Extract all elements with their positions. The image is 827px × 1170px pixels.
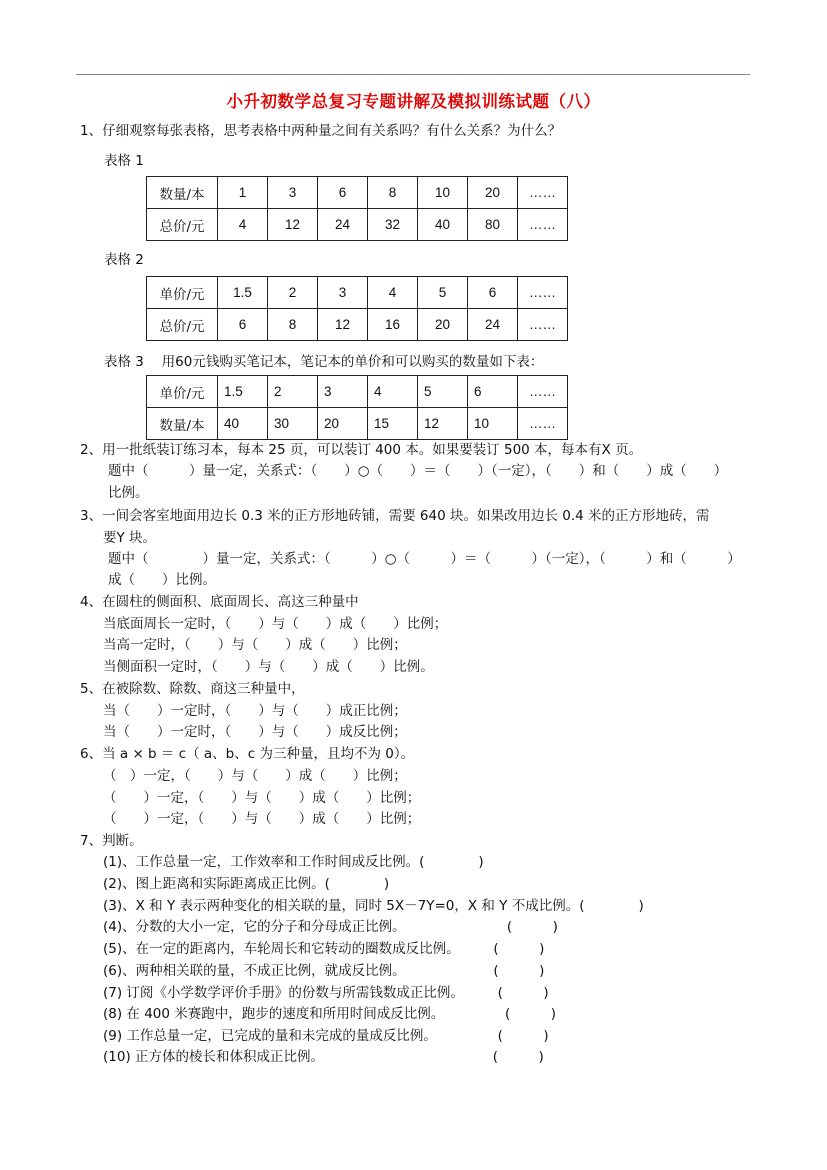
table-cell: 1.5 <box>218 277 268 309</box>
table-cell: 4 <box>368 277 418 309</box>
q5-line-1: 5、在被除数、除数、商这三种量中， <box>80 681 305 697</box>
table-cell: 24 <box>468 309 518 341</box>
row-header: 数量/本 <box>147 408 218 440</box>
table-cell: 6 <box>218 309 268 341</box>
judgment-item: (8) 在 400 米赛跑中，跑步的速度和所用时间成反比例。 ( ) <box>103 1006 557 1022</box>
judgment-item: (1)、工作总量一定，工作效率和工作时间成反比例。( ) <box>103 854 484 870</box>
q2-line-2: 题中（ ）量一定，关系式：（ ）○（ ）＝（ ）（一定），（ ）和（ ）成（ ） <box>108 463 728 479</box>
judgment-item: (3)、X 和 Y 表示两种变化的相关联的量，同时 5X－7Y=0，X 和 Y 不成比例。( ) <box>103 898 644 914</box>
table2-label: 表格 2 <box>104 252 144 268</box>
q6-line-2: （ ）一定，（ ）与（ ）成（ ）比例； <box>103 768 407 784</box>
table-cell: …… <box>518 177 568 209</box>
table-cell: 8 <box>368 177 418 209</box>
judgment-item: (10) 正方体的棱长和体积成正比例。 ( ) <box>103 1049 544 1065</box>
table-cell: 12 <box>318 309 368 341</box>
table3-label: 表格 3 用60元钱购买笔记本，笔记本的单价和可以购买的数量如下表： <box>104 354 544 370</box>
table-cell: 4 <box>368 376 418 408</box>
table-cell: 1.5 <box>218 376 268 408</box>
q5-line-2: 当（ ）一定时，（ ）与（ ）成正比例； <box>103 703 407 719</box>
table-cell: 2 <box>268 277 318 309</box>
table-cell: …… <box>518 309 568 341</box>
judgment-item: (2)、图上距离和实际距离成正比例。( ) <box>103 876 390 892</box>
table-cell: 20 <box>468 177 518 209</box>
table-cell: 8 <box>268 309 318 341</box>
table-cell: 2 <box>268 376 318 408</box>
table-1 <box>146 176 568 241</box>
table-cell: 3 <box>318 376 368 408</box>
table-cell: 32 <box>368 209 418 241</box>
judgment-item: (9) 工作总量一定，已完成的量和未完成的量成反比例。 ( ) <box>103 1028 549 1044</box>
table-cell: 5 <box>418 277 468 309</box>
q6-line-4: （ ）一定，（ ）与（ ）成（ ）比例； <box>103 811 421 827</box>
q3-line-4: 成（ ）比例。 <box>108 572 216 588</box>
table-row <box>147 408 568 440</box>
table-cell: 4 <box>218 209 268 241</box>
table-cell: 24 <box>318 209 368 241</box>
table-cell: 80 <box>468 209 518 241</box>
table-cell: 10 <box>418 177 468 209</box>
row-header: 总价/元 <box>147 309 218 341</box>
row-header: 单价/元 <box>147 277 218 309</box>
table-cell: 20 <box>318 408 368 440</box>
q4-line-3: 当高一定时，（ ）与（ ）成（ ）比例； <box>103 637 407 653</box>
row-header: 单价/元 <box>147 376 218 408</box>
q4-line-4: 当侧面积一定时，（ ）与（ ）成（ ）比例。 <box>103 659 434 675</box>
q7-heading: 7、判断。 <box>80 833 143 849</box>
q1-text: 1、仔细观察每张表格，思考表格中两种量之间有关系吗？有什么关系？为什么？ <box>80 123 562 139</box>
table-cell: …… <box>518 209 568 241</box>
table-row <box>147 309 568 341</box>
table-cell: 12 <box>268 209 318 241</box>
table-row <box>147 209 568 241</box>
judgment-item: (7) 订阅《小学数学评价手册》的份数与所需钱数成正比例。 ( ) <box>103 985 549 1001</box>
q5-line-3: 当（ ）一定时，（ ）与（ ）成反比例； <box>103 724 407 740</box>
table-cell: 3 <box>268 177 318 209</box>
table-cell: 3 <box>318 277 368 309</box>
table-cell: 16 <box>368 309 418 341</box>
q3-line-3: 题中（ ）量一定，关系式：（ ）○（ ）＝（ ）（一定），（ ）和（ ） <box>108 551 741 567</box>
table-cell: 6 <box>468 277 518 309</box>
q3-line-2: 要Y 块。 <box>103 530 157 546</box>
judgment-item: (6)、两种相关联的量，不成正比例，就成反比例。 ( ) <box>103 963 545 979</box>
table-2 <box>146 276 568 341</box>
table-cell: 6 <box>318 177 368 209</box>
q4-line-2: 当底面周长一定时，（ ）与（ ）成（ ）比例； <box>103 616 448 632</box>
q2-line-3: 比例。 <box>108 485 149 501</box>
table-cell: 20 <box>418 309 468 341</box>
table-3 <box>146 375 568 440</box>
table-cell: …… <box>518 277 568 309</box>
q6-line-3: （ ）一定，（ ）与（ ）成（ ）比例； <box>103 790 421 806</box>
q4-line-1: 4、在圆柱的侧面积、底面周长、高这三种量中 <box>80 594 359 610</box>
table-cell: 12 <box>418 408 468 440</box>
table-cell: 40 <box>418 209 468 241</box>
q6-line-1: 6、当 a × b ＝ c（ a、b、c 为三种量，且均不为 0）。 <box>80 746 415 762</box>
table-cell: 6 <box>468 376 518 408</box>
table-cell: …… <box>518 408 568 440</box>
table-cell: …… <box>518 376 568 408</box>
table-cell: 40 <box>218 408 268 440</box>
row-header: 数量/本 <box>147 177 218 209</box>
table-row <box>147 376 568 408</box>
q2-line-1: 2、用一批纸装订练习本，每本 25 页，可以装订 400 本。如果要装订 500 本，每本有X 页。 <box>80 442 643 458</box>
table-cell: 30 <box>268 408 318 440</box>
table-cell: 5 <box>418 376 468 408</box>
table-cell: 15 <box>368 408 418 440</box>
table-cell: 1 <box>218 177 268 209</box>
page-title: 小升初数学总复习专题讲解及模拟训练试题（八） <box>226 92 601 111</box>
q3-line-1: 3、一间会客室地面用边长 0.3 米的正方形地砖铺，需要 640 块。如果改用边长 0.4 米的正方形地砖，需 <box>80 508 710 524</box>
header-rule <box>76 74 750 75</box>
table-cell: 10 <box>468 408 518 440</box>
table-row <box>147 277 568 309</box>
table-row <box>147 177 568 209</box>
judgment-item: (4)、分数的大小一定，它的分子和分母成正比例。 ( ) <box>103 919 558 935</box>
table1-label: 表格 1 <box>104 153 144 169</box>
row-header: 总价/元 <box>147 209 218 241</box>
judgment-item: (5)、在一定的距离内，车轮周长和它转动的圈数成反比例。 ( ) <box>103 941 545 957</box>
